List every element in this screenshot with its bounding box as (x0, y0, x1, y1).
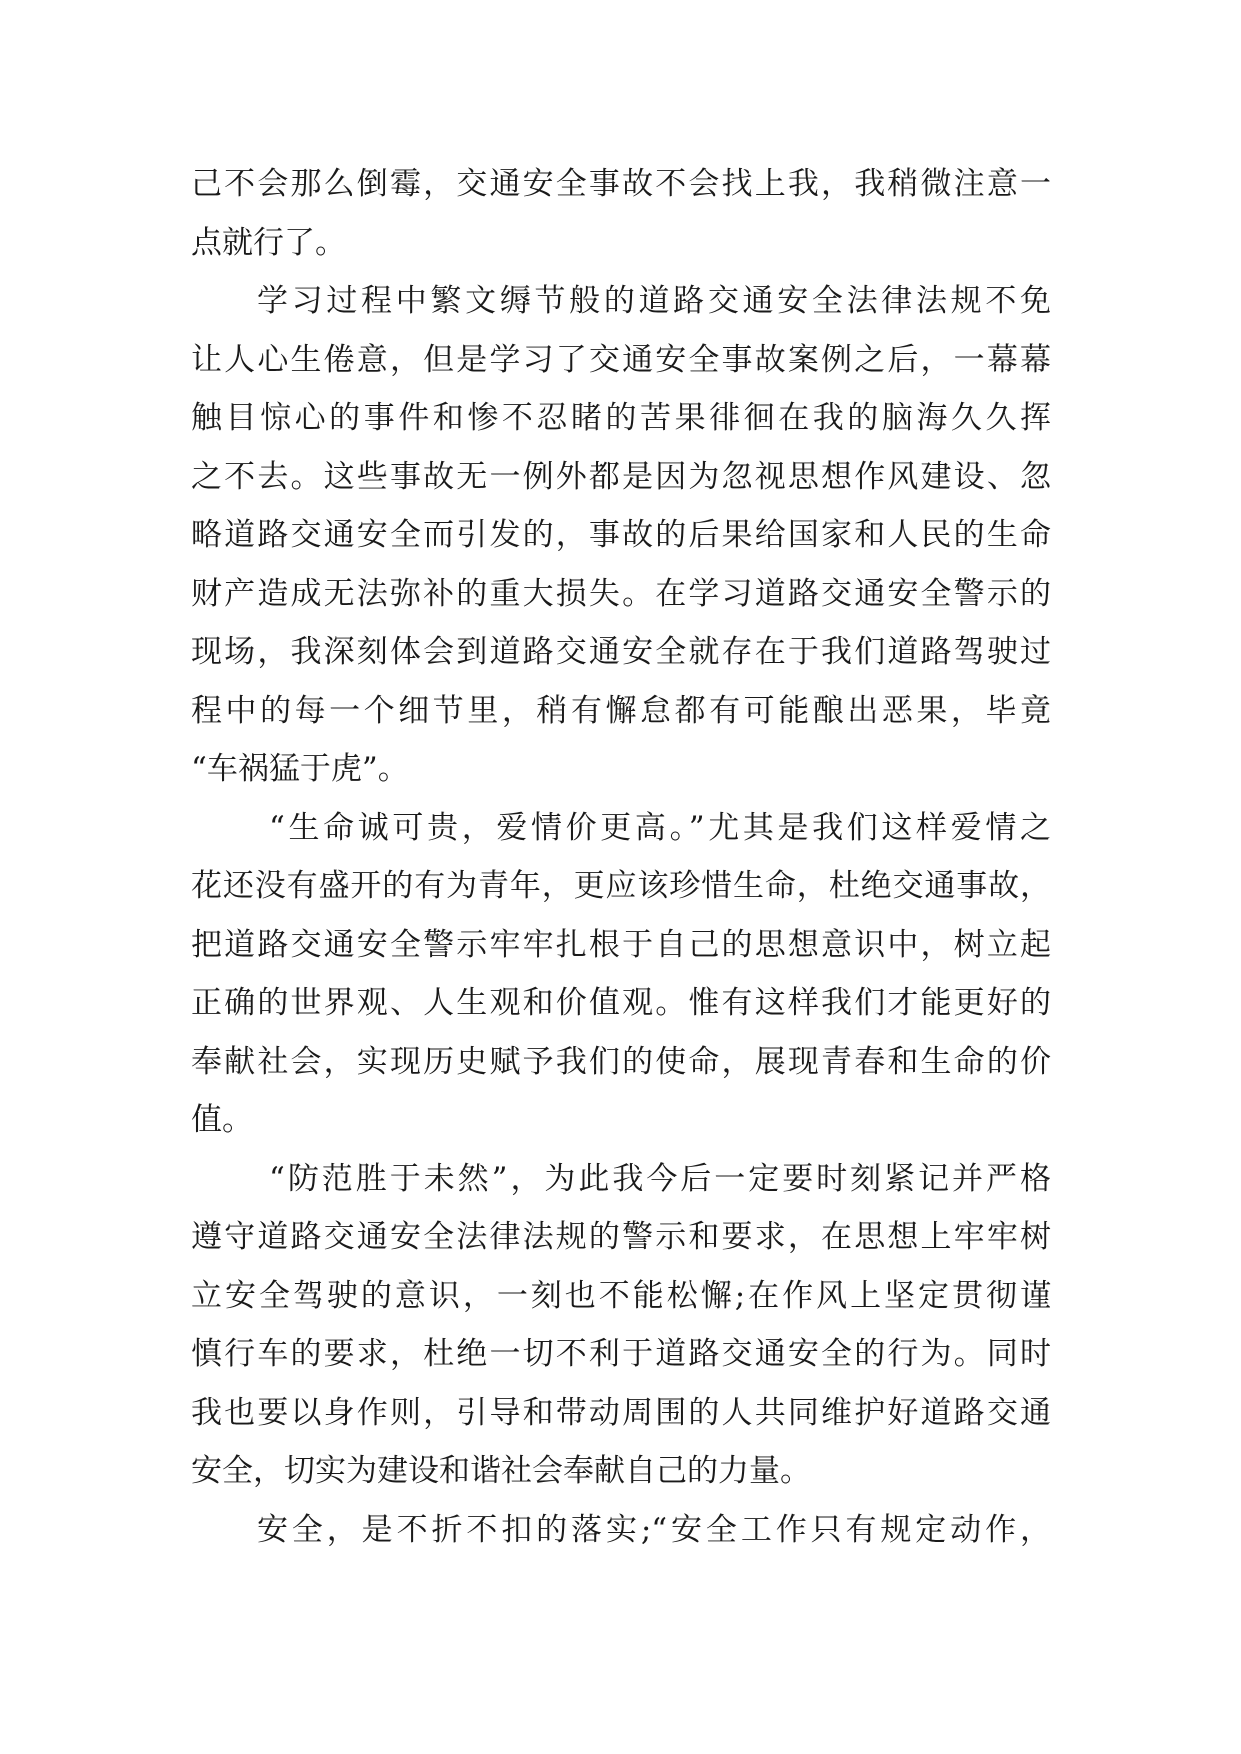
text-line: 略道路交通安全而引发的，事故的后果给国家和人民的生命 (191, 517, 1051, 553)
text-line: 让人心生倦意，但是学习了交通安全事故案例之后，一幕幕 (191, 341, 1051, 378)
text-line: 触目惊心的事件和惨不忍睹的苦果徘徊在我的脑海久久挥 (191, 400, 1051, 436)
text-line: 奉献社会，实现历史赋予我们的使命，展现青春和生命的价 (191, 1043, 1051, 1080)
text-line: 安全，切实为建设和谐社会奉献自己的力量。 (191, 1453, 811, 1489)
document-body (191, 155, 1051, 1559)
text-line: 财产造成无法弥补的重大损失。在学习道路交通安全警示的 (191, 575, 1051, 612)
text-line: 正确的世界观、人生观和价值观。惟有这样我们才能更好的 (191, 985, 1051, 1021)
text-line: 花还没有盛开的有为青年，更应该珍惜生命，杜绝交通事故， (191, 868, 1051, 904)
paragraph-first-line: 安全，是不折不扣的落实;“安全工作只有规定动作， (257, 1511, 1051, 1548)
text-line: 把道路交通安全警示牢牢扎根于自己的思想意识中，树立起 (191, 926, 1051, 963)
text-line: 现场，我深刻体会到道路交通安全就存在于我们道路驾驶过 (191, 634, 1051, 670)
text-line: 点就行了。 (191, 224, 346, 261)
text-line: 慎行车的要求，杜绝一切不利于道路交通安全的行为。同时 (191, 1336, 1051, 1372)
paragraph-first-line: “生命诚可贵，爱情价更高。”尤其是我们这样爱情之 (269, 809, 1051, 846)
text-line: 之不去。这些事故无一例外都是因为忽视思想作风建设、忽 (191, 458, 1051, 495)
text-line: 己不会那么倒霉，交通安全事故不会找上我，我稍微注意一 (191, 166, 1051, 202)
text-line: 我也要以身作则，引导和带动周围的人共同维护好道路交通 (191, 1394, 1051, 1431)
paragraph-first-line: 学习过程中繁文缛节般的道路交通安全法律法规不免 (257, 283, 1051, 319)
text-line: 遵守道路交通安全法律法规的警示和要求，在思想上牢牢树 (191, 1219, 1051, 1255)
text-line: 立安全驾驶的意识，一刻也不能松懈;在作风上坚定贯彻谨 (191, 1277, 1051, 1314)
text-line: 程中的每一个细节里，稍有懈怠都有可能酿出恶果，毕竟 (191, 692, 1051, 729)
text-line: 值。 (191, 1102, 253, 1138)
paragraph-first-line: “防范胜于未然”，为此我今后一定要时刻紧记并严格 (269, 1160, 1051, 1197)
text-line: “车祸猛于虎”。 (191, 751, 409, 787)
